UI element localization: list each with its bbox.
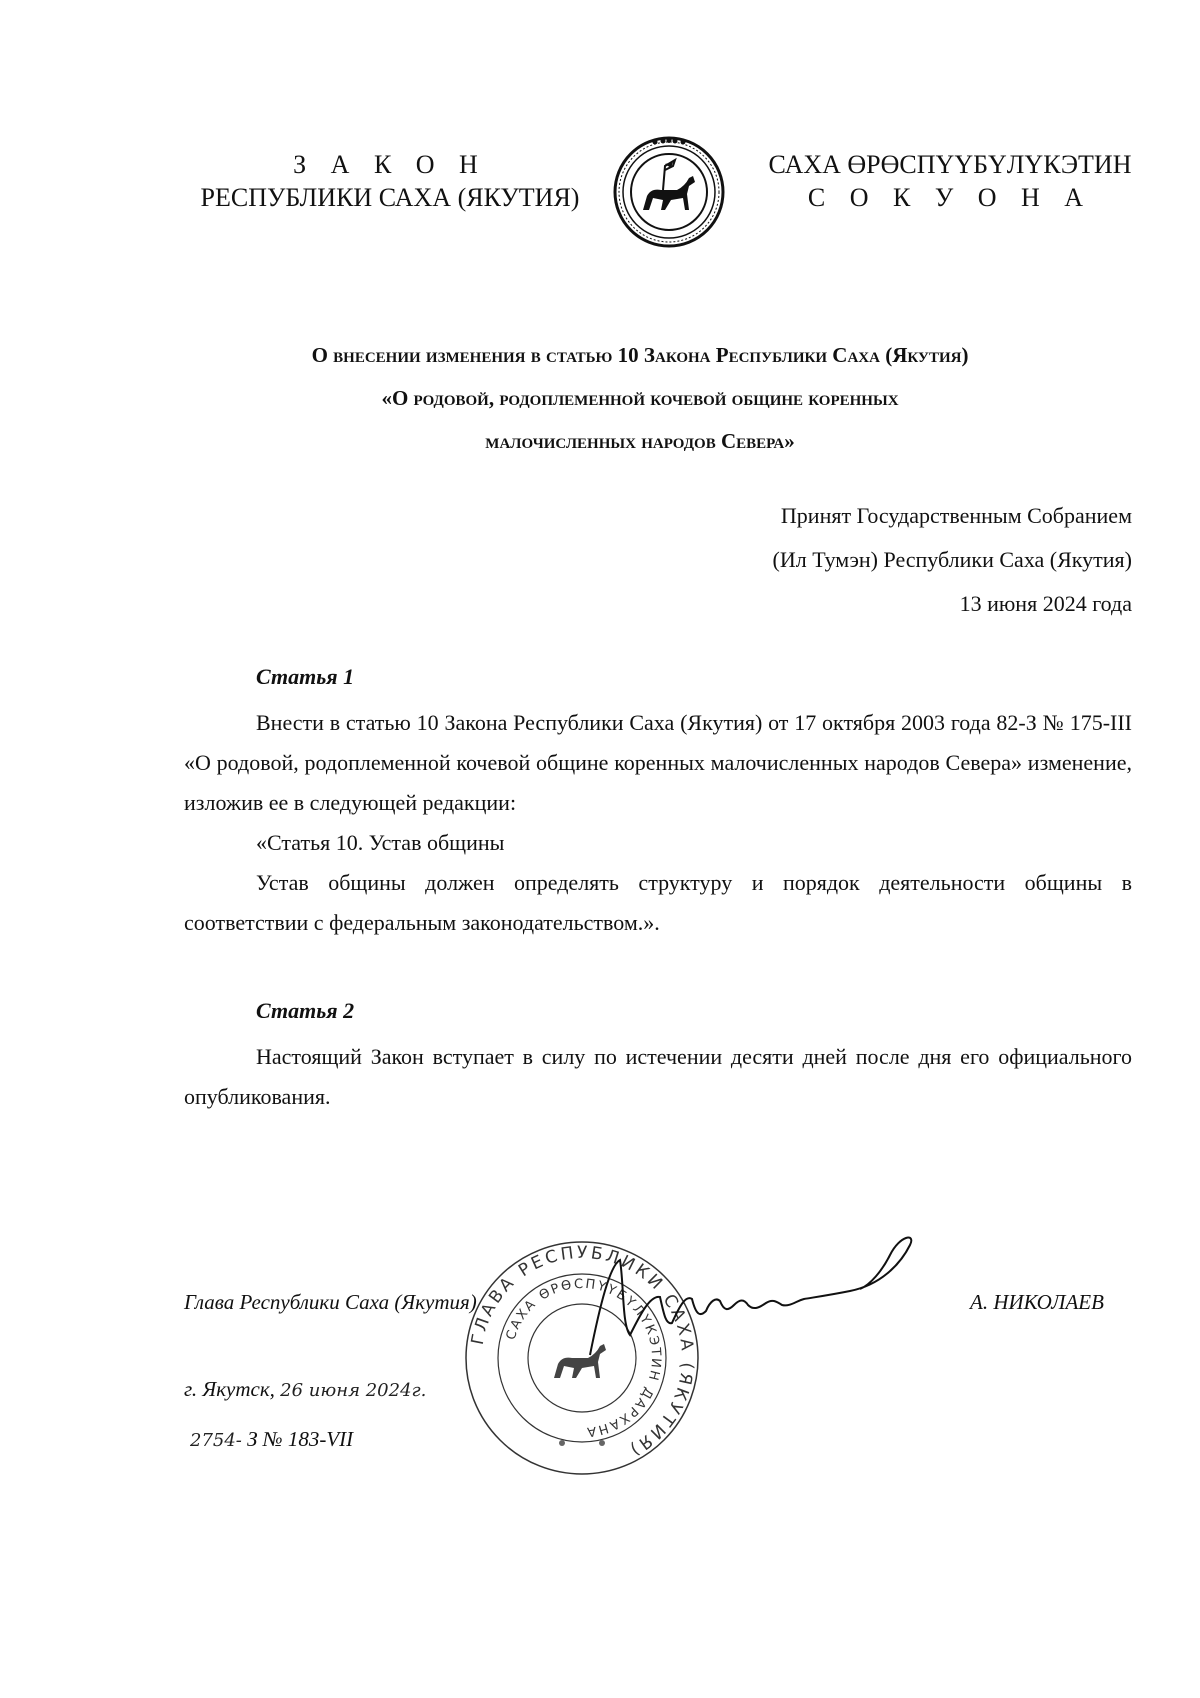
article2-heading: Статья 2 <box>256 998 355 1023</box>
adoption-line1: Принят Государственным Собранием <box>780 503 1132 528</box>
law-title-line2: «О родовой, родоплеменной кочевой общине коренных <box>381 386 899 410</box>
signing-place-date <box>184 1377 426 1402</box>
registration-number-handwritten: 2754- <box>190 1430 242 1451</box>
header-right <box>760 148 1140 214</box>
adoption-date: 13 июня 2024 года <box>959 591 1132 616</box>
seal-inner-text: САХА ӨРӨСПҮҮБҮЛҮКЭТИН ДАРХАНА <box>503 1276 664 1440</box>
handwritten-signature-icon <box>560 1225 960 1365</box>
header-republic-name: РЕСПУБЛИКИ САХА (ЯКУТИЯ) <box>200 183 580 212</box>
article2-paragraph1: Настоящий Закон вступает в силу по истечении десяти дней после дня его официального опубликования. <box>184 1044 1132 1109</box>
article1-paragraph3: Устав общины должен определять структуру и порядок деятельности общины в соответствии с федеральным законодательством.». <box>184 870 1132 935</box>
signing-date-handwritten: 26 июня 2024г. <box>280 1380 427 1401</box>
article2-body <box>184 1037 1132 1117</box>
registration-number <box>190 1427 353 1452</box>
coat-of-arms-icon <box>613 136 725 248</box>
seal-outer-text: ГЛАВА РЕСПУБЛИКИ САХА (ЯКУТИЯ) <box>467 1242 698 1461</box>
article1-paragraph1: Внести в статью 10 Закона Республики Саха (Якутия) от 17 октября 2003 года 82-З № 175-III «О родовой, родоплеменной кочевой общине коренных малочисленных народов Севера» изменение, изложив ее в следующей редакции: <box>184 710 1132 815</box>
law-title-line1: О внесении изменения в статью 10 Закона Республики Саха (Якутия) <box>311 343 969 367</box>
article1-heading: Статья 1 <box>256 664 355 689</box>
header-law-word: З А К О Н <box>293 150 487 179</box>
adoption-line2: (Ил Тумэн) Республики Саха (Якутия) <box>772 547 1132 572</box>
law-title-line3: малочисленных народов Севера» <box>485 429 795 453</box>
header-republic-name-sakha: САХА ӨРӨСПҮҮБҮЛҮКЭТИН <box>768 150 1132 179</box>
header-law-word-sakha: С О К У О Н А <box>807 183 1093 212</box>
signatory-name: А. НИКОЛАЕВ <box>970 1290 1104 1314</box>
article1-body <box>184 703 1132 943</box>
registration-number-printed: З № 183-VII <box>247 1427 354 1451</box>
signing-city: г. Якутск, <box>184 1377 275 1401</box>
adoption-note <box>600 494 1132 626</box>
header-left <box>200 148 580 214</box>
article1-paragraph2: «Статья 10. Устав общины <box>256 830 505 855</box>
signatory-position: Глава Республики Саха (Якутия) <box>184 1290 477 1314</box>
law-title <box>150 334 1130 463</box>
